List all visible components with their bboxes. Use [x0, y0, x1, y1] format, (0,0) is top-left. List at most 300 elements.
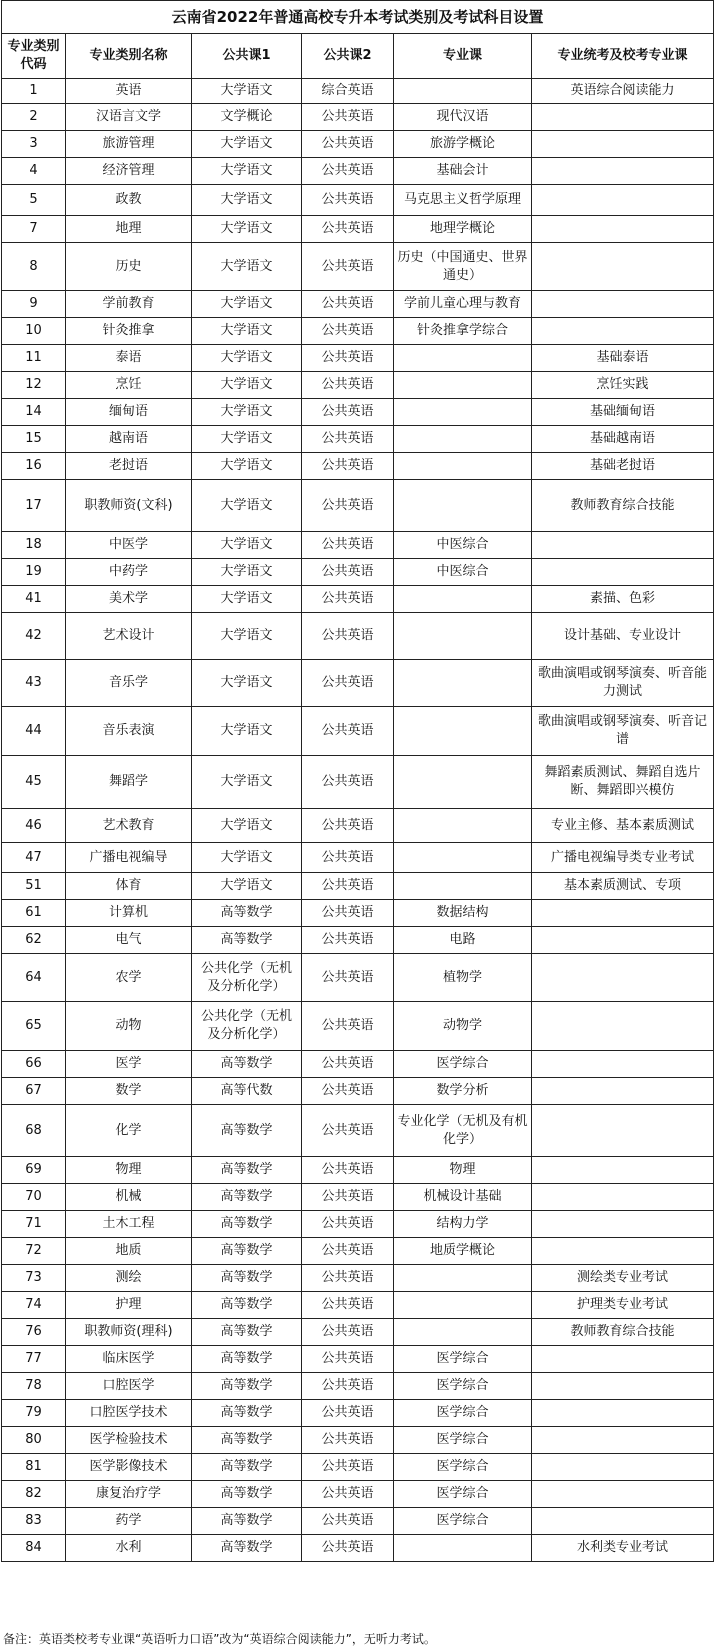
- cell-major-course: 医学综合: [394, 1051, 532, 1078]
- table-row: [2, 756, 714, 809]
- table-row: [2, 1105, 714, 1157]
- cell-code: 65: [2, 1002, 66, 1051]
- cell-unified-exam-course: 专业主修、基本素质测试: [532, 809, 714, 843]
- cell-category-name: 音乐表演: [66, 707, 192, 756]
- cell-code: 71: [2, 1211, 66, 1238]
- cell-public-course-2: 公共英语: [302, 158, 394, 185]
- cell-unified-exam-course: 教师教育综合技能: [532, 480, 714, 532]
- table-row: [2, 216, 714, 243]
- cell-code: 14: [2, 399, 66, 426]
- cell-major-course: [394, 399, 532, 426]
- cell-major-course: 数据结构: [394, 900, 532, 927]
- cell-unified-exam-course: [532, 185, 714, 216]
- cell-major-course: 医学综合: [394, 1508, 532, 1535]
- cell-category-name: 土木工程: [66, 1211, 192, 1238]
- cell-code: 5: [2, 185, 66, 216]
- cell-code: 70: [2, 1184, 66, 1211]
- table-title: 云南省2022年普通高校专升本考试类别及考试科目设置: [2, 1, 714, 34]
- cell-unified-exam-course: [532, 104, 714, 131]
- cell-public-course-2: 综合英语: [302, 79, 394, 104]
- cell-unified-exam-course: 基础越南语: [532, 426, 714, 453]
- cell-category-name: 口腔医学: [66, 1373, 192, 1400]
- table-row: [2, 1292, 714, 1319]
- cell-major-course: [394, 480, 532, 532]
- cell-category-name: 针灸推拿: [66, 318, 192, 345]
- cell-major-course: 物理: [394, 1157, 532, 1184]
- cell-public-course-2: 公共英语: [302, 318, 394, 345]
- cell-unified-exam-course: [532, 1346, 714, 1373]
- table-row: [2, 1184, 714, 1211]
- cell-category-name: 旅游管理: [66, 131, 192, 158]
- cell-public-course-1: 大学语文: [192, 613, 302, 660]
- cell-category-name: 水利: [66, 1535, 192, 1562]
- table-row: [2, 1211, 714, 1238]
- cell-unified-exam-course: 基础缅甸语: [532, 399, 714, 426]
- cell-public-course-1: 高等数学: [192, 1346, 302, 1373]
- cell-major-course: [394, 372, 532, 399]
- table-row: [2, 79, 714, 104]
- cell-public-course-1: 大学语文: [192, 809, 302, 843]
- table-row: [2, 873, 714, 900]
- cell-major-course: [394, 756, 532, 809]
- cell-category-name: 学前教育: [66, 291, 192, 318]
- cell-public-course-2: 公共英语: [302, 1454, 394, 1481]
- cell-unified-exam-course: [532, 1211, 714, 1238]
- cell-public-course-1: 大学语文: [192, 345, 302, 372]
- cell-public-course-1: 高等数学: [192, 1481, 302, 1508]
- header-row: [2, 34, 714, 79]
- cell-public-course-1: 大学语文: [192, 660, 302, 707]
- cell-unified-exam-course: [532, 927, 714, 954]
- cell-public-course-2: 公共英语: [302, 1373, 394, 1400]
- cell-unified-exam-course: [532, 1454, 714, 1481]
- cell-major-course: 学前儿童心理与教育: [394, 291, 532, 318]
- cell-public-course-1: 高等数学: [192, 1373, 302, 1400]
- cell-code: 11: [2, 345, 66, 372]
- cell-code: 79: [2, 1400, 66, 1427]
- column-header-code: 专业类别代码: [2, 34, 66, 79]
- cell-category-name: 音乐学: [66, 660, 192, 707]
- cell-unified-exam-course: [532, 291, 714, 318]
- cell-unified-exam-course: 舞蹈素质测试、舞蹈自选片断、舞蹈即兴模仿: [532, 756, 714, 809]
- cell-public-course-2: 公共英语: [302, 1265, 394, 1292]
- cell-major-course: 植物学: [394, 954, 532, 1002]
- cell-public-course-2: 公共英语: [302, 707, 394, 756]
- cell-category-name: 化学: [66, 1105, 192, 1157]
- column-header-name: 专业类别名称: [66, 34, 192, 79]
- cell-code: 51: [2, 873, 66, 900]
- table-row: [2, 1481, 714, 1508]
- table-row: [2, 843, 714, 873]
- table-row: [2, 1454, 714, 1481]
- cell-category-name: 美术学: [66, 586, 192, 613]
- table-row: [2, 372, 714, 399]
- cell-category-name: 机械: [66, 1184, 192, 1211]
- cell-unified-exam-course: [532, 1078, 714, 1105]
- cell-code: 42: [2, 613, 66, 660]
- cell-public-course-1: 大学语文: [192, 372, 302, 399]
- cell-public-course-2: 公共英语: [302, 873, 394, 900]
- cell-code: 16: [2, 453, 66, 480]
- cell-code: 4: [2, 158, 66, 185]
- cell-public-course-2: 公共英语: [302, 927, 394, 954]
- cell-major-course: 医学综合: [394, 1481, 532, 1508]
- table-row: [2, 345, 714, 372]
- cell-public-course-2: 公共英语: [302, 216, 394, 243]
- table-row: [2, 399, 714, 426]
- cell-public-course-1: 高等数学: [192, 1051, 302, 1078]
- cell-unified-exam-course: [532, 1481, 714, 1508]
- table-row: [2, 1508, 714, 1535]
- cell-category-name: 药学: [66, 1508, 192, 1535]
- cell-public-course-2: 公共英语: [302, 1508, 394, 1535]
- cell-code: 64: [2, 954, 66, 1002]
- cell-major-course: 历史（中国通史、世界通史）: [394, 243, 532, 291]
- cell-unified-exam-course: 歌曲演唱或钢琴演奏、听音能力测试: [532, 660, 714, 707]
- table-row: [2, 586, 714, 613]
- cell-public-course-1: 大学语文: [192, 426, 302, 453]
- cell-public-course-2: 公共英语: [302, 559, 394, 586]
- cell-public-course-1: 大学语文: [192, 131, 302, 158]
- cell-major-course: 医学综合: [394, 1400, 532, 1427]
- cell-public-course-1: 高等代数: [192, 1078, 302, 1105]
- cell-code: 72: [2, 1238, 66, 1265]
- cell-unified-exam-course: [532, 1400, 714, 1427]
- table-body: [2, 79, 714, 1562]
- cell-major-course: 马克思主义哲学原理: [394, 185, 532, 216]
- cell-code: 19: [2, 559, 66, 586]
- cell-code: 3: [2, 131, 66, 158]
- cell-category-name: 医学检验技术: [66, 1427, 192, 1454]
- cell-public-course-2: 公共英语: [302, 900, 394, 927]
- cell-public-course-2: 公共英语: [302, 532, 394, 559]
- cell-major-course: [394, 1319, 532, 1346]
- cell-major-course: 中医综合: [394, 532, 532, 559]
- column-header-unified-exam: 专业统考及校考专业课: [532, 34, 714, 79]
- cell-code: 77: [2, 1346, 66, 1373]
- cell-category-name: 数学: [66, 1078, 192, 1105]
- cell-public-course-1: 高等数学: [192, 1535, 302, 1562]
- table-row: [2, 104, 714, 131]
- cell-public-course-2: 公共英语: [302, 104, 394, 131]
- table-row: [2, 900, 714, 927]
- cell-code: 66: [2, 1051, 66, 1078]
- cell-public-course-1: 文学概论: [192, 104, 302, 131]
- cell-unified-exam-course: [532, 532, 714, 559]
- cell-public-course-2: 公共英语: [302, 1211, 394, 1238]
- cell-code: 1: [2, 79, 66, 104]
- cell-category-name: 汉语言文学: [66, 104, 192, 131]
- cell-category-name: 医学: [66, 1051, 192, 1078]
- cell-public-course-1: 高等数学: [192, 1400, 302, 1427]
- cell-public-course-2: 公共英语: [302, 1051, 394, 1078]
- cell-public-course-1: 大学语文: [192, 158, 302, 185]
- cell-public-course-1: 大学语文: [192, 216, 302, 243]
- cell-public-course-1: 大学语文: [192, 480, 302, 532]
- cell-unified-exam-course: [532, 1051, 714, 1078]
- cell-major-course: 地理学概论: [394, 216, 532, 243]
- cell-public-course-1: 大学语文: [192, 79, 302, 104]
- column-header-major-course: 专业课: [394, 34, 532, 79]
- table-row: [2, 954, 714, 1002]
- cell-major-course: [394, 1292, 532, 1319]
- cell-unified-exam-course: [532, 954, 714, 1002]
- cell-public-course-2: 公共英语: [302, 1427, 394, 1454]
- cell-code: 43: [2, 660, 66, 707]
- table-row: [2, 291, 714, 318]
- cell-unified-exam-course: 烹饪实践: [532, 372, 714, 399]
- footnote: 备注：英语类校考专业课“英语听力口语”改为“英语综合阅读能力”，无听力考试。: [3, 1632, 436, 1646]
- cell-unified-exam-course: [532, 1427, 714, 1454]
- cell-major-course: [394, 1535, 532, 1562]
- table-row: [2, 1051, 714, 1078]
- cell-unified-exam-course: 英语综合阅读能力: [532, 79, 714, 104]
- cell-major-course: 结构力学: [394, 1211, 532, 1238]
- table-row: [2, 1535, 714, 1562]
- cell-public-course-1: 大学语文: [192, 707, 302, 756]
- cell-public-course-2: 公共英语: [302, 809, 394, 843]
- table-row: [2, 1373, 714, 1400]
- cell-public-course-1: 高等数学: [192, 1157, 302, 1184]
- cell-public-course-1: 大学语文: [192, 318, 302, 345]
- cell-public-course-2: 公共英语: [302, 1346, 394, 1373]
- cell-code: 82: [2, 1481, 66, 1508]
- cell-public-course-2: 公共英语: [302, 426, 394, 453]
- cell-category-name: 计算机: [66, 900, 192, 927]
- table-row: [2, 1427, 714, 1454]
- cell-major-course: 中医综合: [394, 559, 532, 586]
- cell-category-name: 职教师资(理科): [66, 1319, 192, 1346]
- cell-unified-exam-course: [532, 559, 714, 586]
- cell-public-course-1: 高等数学: [192, 1508, 302, 1535]
- table-row: [2, 426, 714, 453]
- cell-public-course-2: 公共英语: [302, 1105, 394, 1157]
- cell-major-course: [394, 843, 532, 873]
- column-header-public-1: 公共课1: [192, 34, 302, 79]
- cell-code: 8: [2, 243, 66, 291]
- cell-code: 83: [2, 1508, 66, 1535]
- table-row: [2, 185, 714, 216]
- cell-major-course: 现代汉语: [394, 104, 532, 131]
- cell-code: 74: [2, 1292, 66, 1319]
- cell-public-course-1: 大学语文: [192, 185, 302, 216]
- cell-major-course: [394, 345, 532, 372]
- table-row: [2, 1157, 714, 1184]
- cell-public-course-2: 公共英语: [302, 1292, 394, 1319]
- cell-category-name: 广播电视编导: [66, 843, 192, 873]
- cell-code: 9: [2, 291, 66, 318]
- cell-unified-exam-course: [532, 1508, 714, 1535]
- cell-unified-exam-course: 基础老挝语: [532, 453, 714, 480]
- cell-code: 46: [2, 809, 66, 843]
- cell-unified-exam-course: 测绘类专业考试: [532, 1265, 714, 1292]
- cell-public-course-1: 大学语文: [192, 756, 302, 809]
- cell-public-course-2: 公共英语: [302, 1481, 394, 1508]
- cell-unified-exam-course: [532, 216, 714, 243]
- cell-category-name: 经济管理: [66, 158, 192, 185]
- cell-public-course-2: 公共英语: [302, 1184, 394, 1211]
- cell-unified-exam-course: 广播电视编导类专业考试: [532, 843, 714, 873]
- cell-public-course-1: 高等数学: [192, 1265, 302, 1292]
- cell-major-course: 医学综合: [394, 1346, 532, 1373]
- cell-major-course: 旅游学概论: [394, 131, 532, 158]
- cell-public-course-2: 公共英语: [302, 1319, 394, 1346]
- table-row: [2, 559, 714, 586]
- cell-category-name: 地理: [66, 216, 192, 243]
- cell-code: 69: [2, 1157, 66, 1184]
- cell-unified-exam-course: 基础泰语: [532, 345, 714, 372]
- cell-code: 78: [2, 1373, 66, 1400]
- cell-public-course-2: 公共英语: [302, 1157, 394, 1184]
- cell-code: 41: [2, 586, 66, 613]
- cell-category-name: 艺术教育: [66, 809, 192, 843]
- cell-unified-exam-course: [532, 1105, 714, 1157]
- cell-category-name: 英语: [66, 79, 192, 104]
- table-row: [2, 131, 714, 158]
- table-row: [2, 1346, 714, 1373]
- cell-public-course-1: 大学语文: [192, 453, 302, 480]
- table-row: [2, 1265, 714, 1292]
- cell-major-course: 医学综合: [394, 1373, 532, 1400]
- table-row: [2, 1319, 714, 1346]
- cell-public-course-2: 公共英语: [302, 291, 394, 318]
- cell-major-course: 基础会计: [394, 158, 532, 185]
- cell-category-name: 老挝语: [66, 453, 192, 480]
- cell-category-name: 职教师资(文科): [66, 480, 192, 532]
- table-row: [2, 158, 714, 185]
- table-row: [2, 613, 714, 660]
- cell-public-course-2: 公共英语: [302, 1400, 394, 1427]
- cell-category-name: 泰语: [66, 345, 192, 372]
- cell-unified-exam-course: [532, 1184, 714, 1211]
- cell-major-course: 专业化学（无机及有机化学）: [394, 1105, 532, 1157]
- cell-code: 15: [2, 426, 66, 453]
- cell-public-course-1: 公共化学（无机及分析化学）: [192, 1002, 302, 1051]
- cell-public-course-2: 公共英语: [302, 453, 394, 480]
- cell-category-name: 测绘: [66, 1265, 192, 1292]
- cell-code: 17: [2, 480, 66, 532]
- cell-category-name: 康复治疗学: [66, 1481, 192, 1508]
- table-row: [2, 1400, 714, 1427]
- table-row: [2, 1002, 714, 1051]
- cell-unified-exam-course: [532, 900, 714, 927]
- cell-public-course-1: 高等数学: [192, 927, 302, 954]
- cell-unified-exam-course: 歌曲演唱或钢琴演奏、听音记谱: [532, 707, 714, 756]
- cell-unified-exam-course: 设计基础、专业设计: [532, 613, 714, 660]
- cell-category-name: 烹饪: [66, 372, 192, 399]
- cell-code: 18: [2, 532, 66, 559]
- cell-code: 10: [2, 318, 66, 345]
- cell-public-course-1: 大学语文: [192, 399, 302, 426]
- cell-public-course-1: 高等数学: [192, 1238, 302, 1265]
- cell-public-course-1: 大学语文: [192, 291, 302, 318]
- cell-code: 12: [2, 372, 66, 399]
- cell-public-course-1: 高等数学: [192, 1292, 302, 1319]
- cell-major-course: [394, 586, 532, 613]
- cell-unified-exam-course: 水利类专业考试: [532, 1535, 714, 1562]
- cell-major-course: [394, 1265, 532, 1292]
- cell-unified-exam-course: 基本素质测试、专项: [532, 873, 714, 900]
- cell-unified-exam-course: 护理类专业考试: [532, 1292, 714, 1319]
- cell-category-name: 医学影像技术: [66, 1454, 192, 1481]
- cell-code: 44: [2, 707, 66, 756]
- cell-public-course-2: 公共英语: [302, 954, 394, 1002]
- cell-public-course-2: 公共英语: [302, 480, 394, 532]
- exam-subject-table: [1, 0, 714, 1562]
- cell-category-name: 历史: [66, 243, 192, 291]
- cell-major-course: 电路: [394, 927, 532, 954]
- cell-code: 62: [2, 927, 66, 954]
- cell-major-course: [394, 453, 532, 480]
- cell-category-name: 护理: [66, 1292, 192, 1319]
- cell-code: 47: [2, 843, 66, 873]
- cell-public-course-1: 大学语文: [192, 843, 302, 873]
- table-row: [2, 927, 714, 954]
- cell-major-course: 动物学: [394, 1002, 532, 1051]
- cell-category-name: 地质: [66, 1238, 192, 1265]
- cell-unified-exam-course: [532, 131, 714, 158]
- cell-category-name: 中医学: [66, 532, 192, 559]
- cell-code: 7: [2, 216, 66, 243]
- cell-public-course-2: 公共英语: [302, 586, 394, 613]
- cell-public-course-2: 公共英语: [302, 243, 394, 291]
- cell-major-course: [394, 873, 532, 900]
- cell-public-course-2: 公共英语: [302, 1002, 394, 1051]
- cell-public-course-1: 大学语文: [192, 243, 302, 291]
- cell-public-course-2: 公共英语: [302, 613, 394, 660]
- cell-major-course: 地质学概论: [394, 1238, 532, 1265]
- cell-code: 68: [2, 1105, 66, 1157]
- cell-public-course-1: 高等数学: [192, 1427, 302, 1454]
- cell-major-course: [394, 79, 532, 104]
- cell-category-name: 口腔医学技术: [66, 1400, 192, 1427]
- table-row: [2, 1078, 714, 1105]
- cell-category-name: 动物: [66, 1002, 192, 1051]
- cell-public-course-2: 公共英语: [302, 185, 394, 216]
- cell-public-course-2: 公共英语: [302, 1078, 394, 1105]
- cell-code: 73: [2, 1265, 66, 1292]
- table-row: [2, 532, 714, 559]
- cell-public-course-2: 公共英语: [302, 660, 394, 707]
- table-row: [2, 707, 714, 756]
- cell-public-course-1: 高等数学: [192, 900, 302, 927]
- cell-category-name: 物理: [66, 1157, 192, 1184]
- cell-unified-exam-course: [532, 1002, 714, 1051]
- cell-unified-exam-course: 教师教育综合技能: [532, 1319, 714, 1346]
- cell-public-course-2: 公共英语: [302, 1238, 394, 1265]
- cell-public-course-2: 公共英语: [302, 345, 394, 372]
- cell-major-course: [394, 613, 532, 660]
- cell-major-course: [394, 660, 532, 707]
- cell-category-name: 临床医学: [66, 1346, 192, 1373]
- cell-public-course-2: 公共英语: [302, 372, 394, 399]
- cell-unified-exam-course: [532, 243, 714, 291]
- table-row: [2, 480, 714, 532]
- cell-category-name: 农学: [66, 954, 192, 1002]
- cell-category-name: 体育: [66, 873, 192, 900]
- cell-public-course-2: 公共英语: [302, 1535, 394, 1562]
- cell-code: 81: [2, 1454, 66, 1481]
- cell-unified-exam-course: [532, 318, 714, 345]
- cell-major-course: [394, 707, 532, 756]
- cell-unified-exam-course: [532, 1373, 714, 1400]
- cell-public-course-1: 大学语文: [192, 586, 302, 613]
- cell-category-name: 政教: [66, 185, 192, 216]
- cell-major-course: 医学综合: [394, 1454, 532, 1481]
- cell-category-name: 缅甸语: [66, 399, 192, 426]
- table-row: [2, 1238, 714, 1265]
- cell-unified-exam-course: [532, 1238, 714, 1265]
